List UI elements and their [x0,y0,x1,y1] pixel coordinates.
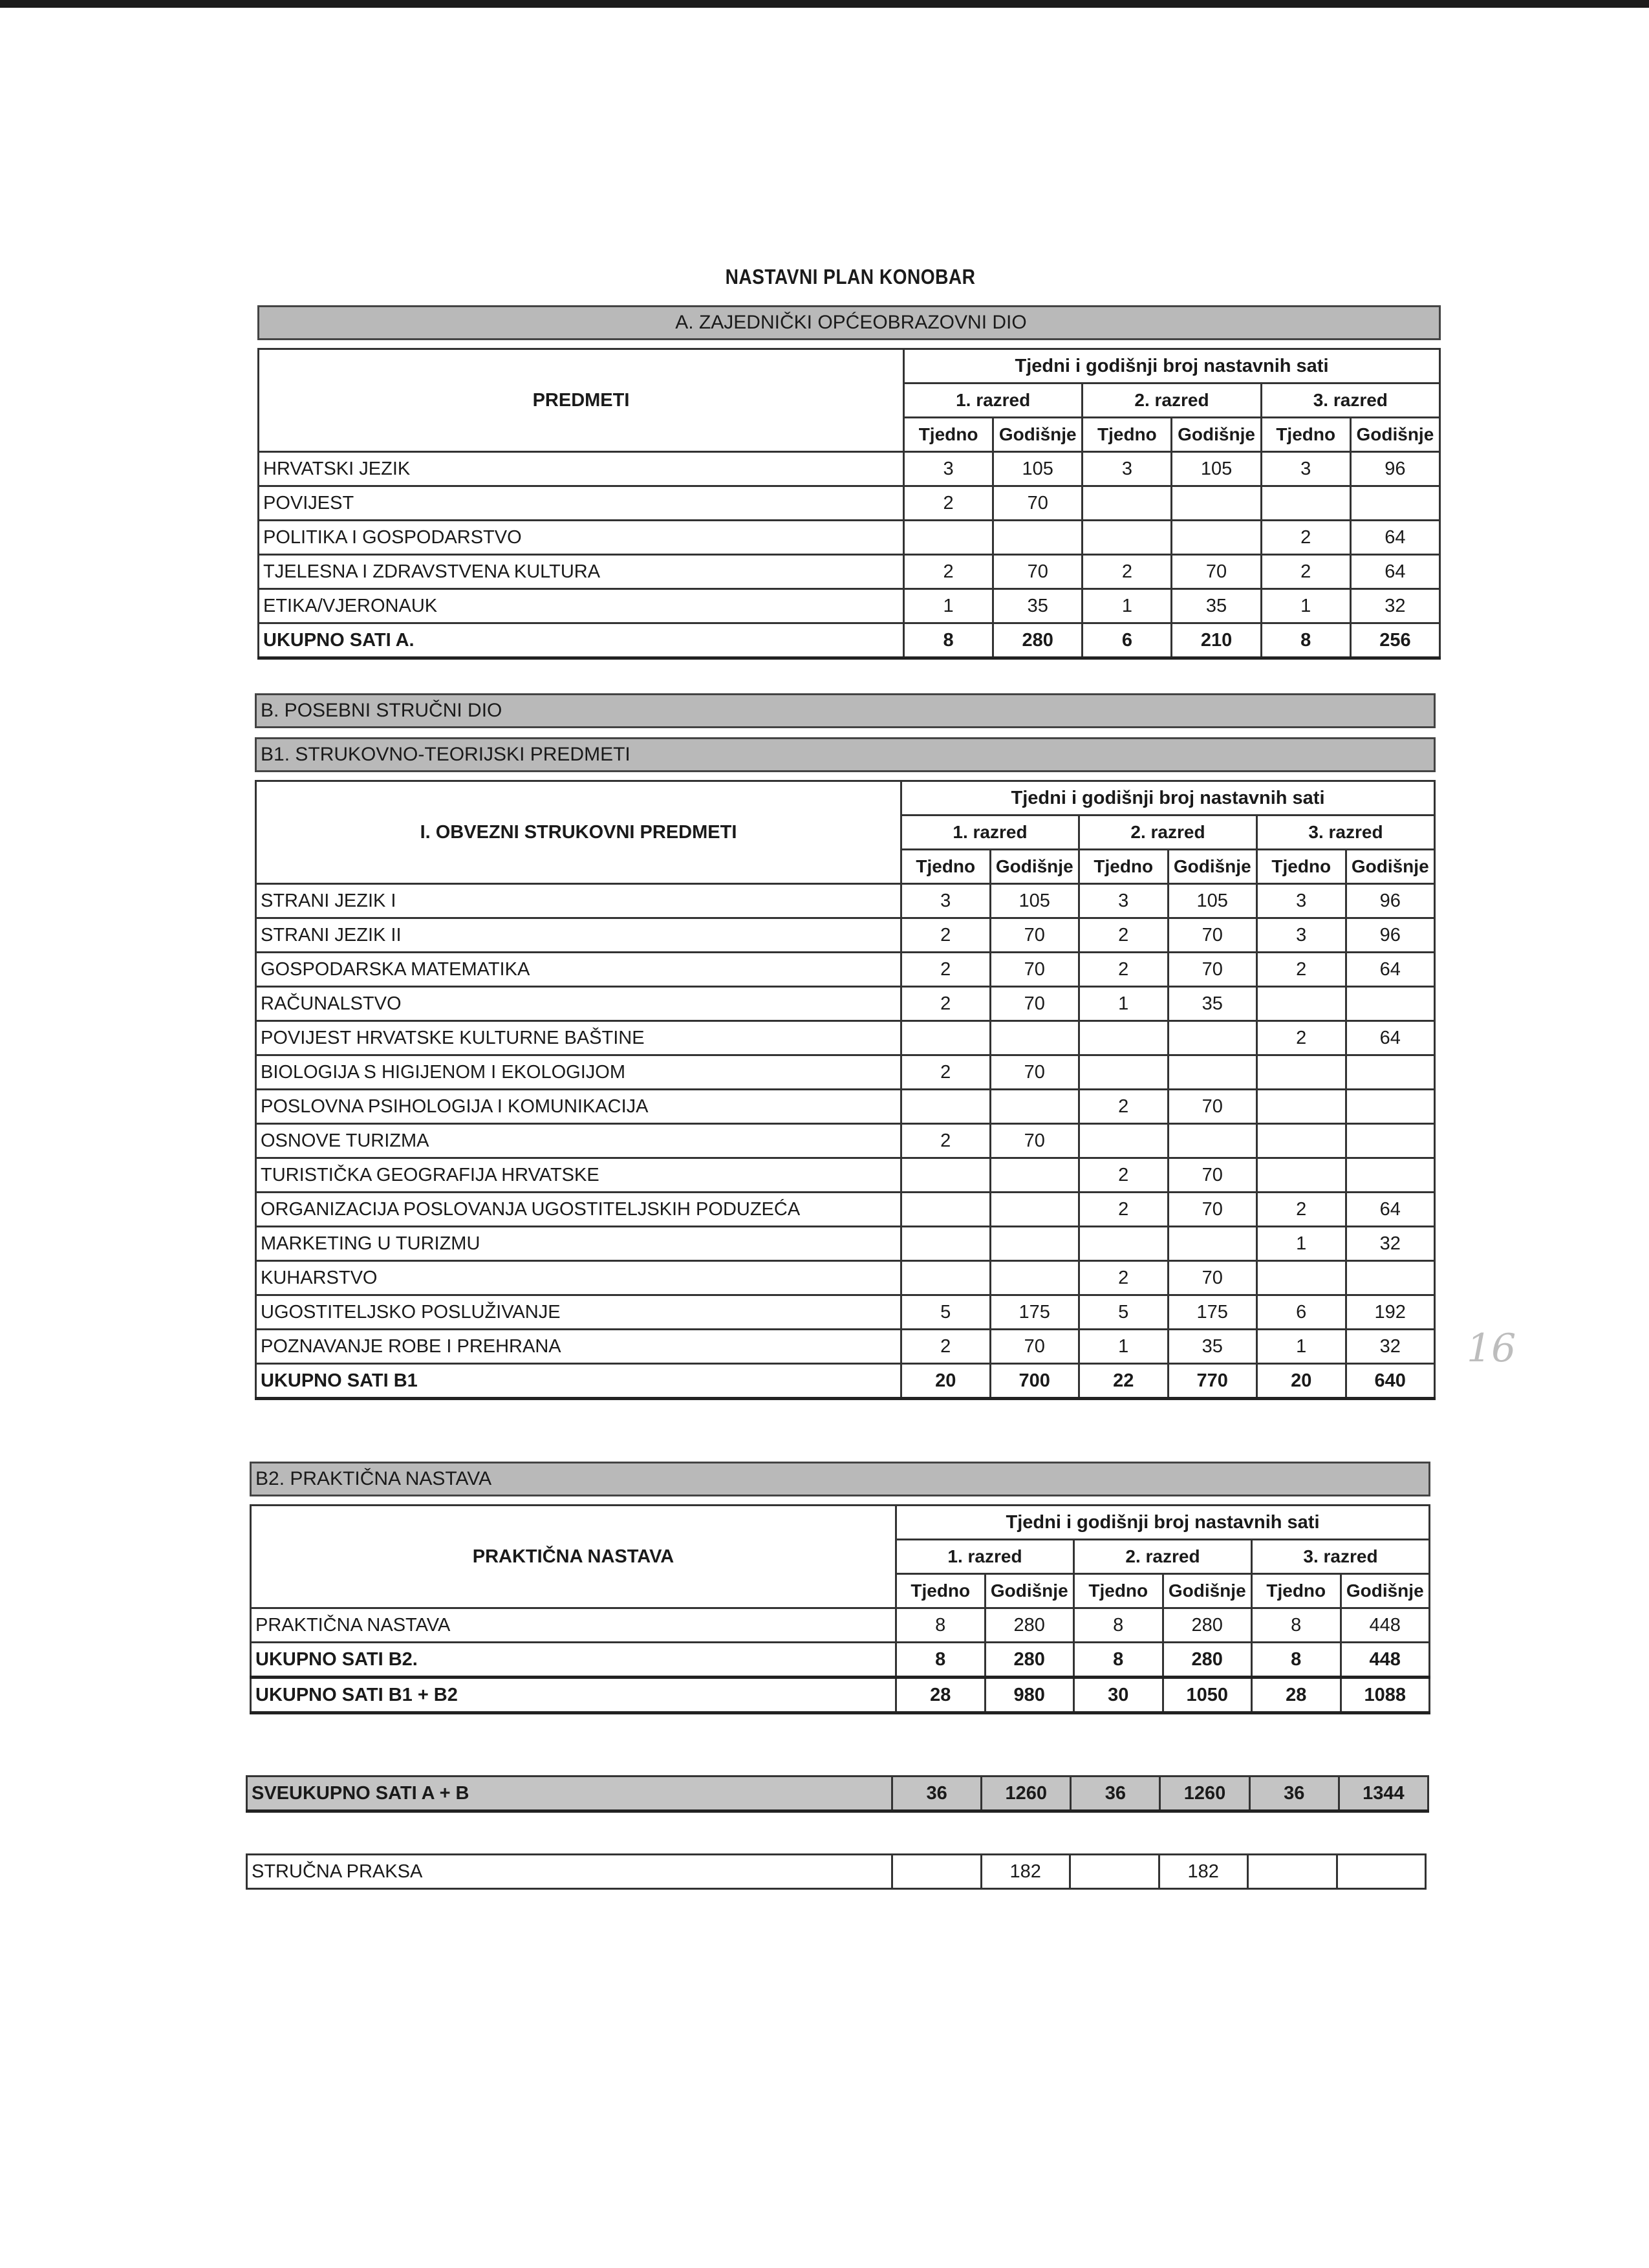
section-a-table [257,348,1441,660]
yearly-hours-cell: 1260 [1160,1777,1249,1811]
weekly-hours-cell: 2 [901,1330,991,1364]
yearly-hours-cell: 70 [990,987,1079,1021]
weekly-hours-cell: 6 [1083,623,1172,658]
subject-row [256,1261,1435,1295]
weekly-hours-cell [1261,486,1350,521]
weekly-hours-cell: 2 [1261,555,1350,589]
weekly-hours-cell: 3 [1257,884,1346,918]
subject-name: POVIJEST [259,486,904,521]
weekly-hours-cell: 1 [1257,1330,1346,1364]
weekly-hours-cell: 2 [901,1055,991,1090]
yearly-hours-cell [990,1261,1079,1295]
yearly-hours-cell: 64 [1350,555,1439,589]
weekly-hours-cell: 3 [1079,884,1169,918]
yearly-hours-cell: 280 [1163,1608,1252,1643]
weekly-hours-cell: 36 [892,1777,982,1811]
weekly-hours-cell [1070,1855,1159,1889]
yearly-hours-cell: 280 [985,1643,1074,1678]
weekly-hours-cell: 28 [1252,1678,1341,1713]
subject-row [256,884,1435,918]
grade-header: 2. razred [1079,815,1257,850]
yearly-hours-cell: 175 [1168,1295,1257,1330]
section-a [257,305,1441,660]
subject-row [259,486,1440,521]
subject-row [256,1124,1435,1158]
subject-name: TURISTIČKA GEOGRAFIJA HRVATSKE [256,1158,901,1193]
subject-name: ETIKA/VJERONAUK [259,589,904,623]
weekly-hours-cell: 2 [1079,1158,1169,1193]
subject-header: PREDMETI [259,349,904,452]
subject-name: UKUPNO SATI B1 + B2 [251,1678,896,1713]
yearly-hours-cell [1168,1055,1257,1090]
subject-name: POSLOVNA PSIHOLOGIJA I KOMUNIKACIJA [256,1090,901,1124]
yearly-header: Godišnje [990,850,1079,884]
subject-row [259,589,1440,623]
weekly-hours-cell [1079,1055,1169,1090]
weekly-hours-cell: 8 [904,623,993,658]
yearly-hours-cell [1346,1055,1435,1090]
yearly-hours-cell: 70 [993,486,1083,521]
yearly-hours-cell: 70 [993,555,1083,589]
yearly-hours-cell: 70 [990,918,1079,953]
weekly-hours-cell [1079,1021,1169,1055]
subject-row [251,1608,1430,1643]
yearly-hours-cell: 35 [993,589,1083,623]
subject-name: OSNOVE TURIZMA [256,1124,901,1158]
yearly-hours-cell [1168,1227,1257,1261]
weekly-hours-cell [901,1193,991,1227]
yearly-hours-cell: 64 [1346,1021,1435,1055]
subject-name: KUHARSTVO [256,1261,901,1295]
total-row [256,1364,1435,1399]
section-a-band: A. ZAJEDNIČKI OPĆEOBRAZOVNI DIO [257,305,1441,340]
yearly-hours-cell: 70 [990,1330,1079,1364]
subject-name: STRANI JEZIK I [256,884,901,918]
yearly-hours-cell [1172,521,1261,555]
practice [246,1853,1427,1890]
yearly-hours-cell: 70 [1168,918,1257,953]
weekly-hours-cell: 3 [1257,918,1346,953]
total-row [247,1777,1428,1811]
subject-name: BIOLOGIJA S HIGIJENOM I EKOLOGIJOM [256,1055,901,1090]
subject-name: STRUČNA PRAKSA [247,1855,892,1889]
weekly-hours-cell: 22 [1079,1364,1169,1399]
yearly-hours-cell: 70 [990,953,1079,987]
weekly-hours-cell: 2 [1079,1090,1169,1124]
weekly-hours-cell: 2 [901,918,991,953]
subject-name: SVEUKUPNO SATI A + B [247,1777,892,1811]
yearly-hours-cell [990,1193,1079,1227]
weekly-header: Tjedno [1079,850,1169,884]
yearly-hours-cell: 770 [1168,1364,1257,1399]
yearly-hours-cell: 640 [1346,1364,1435,1399]
yearly-hours-cell: 70 [990,1055,1079,1090]
yearly-header: Godišnje [1350,418,1439,452]
weekly-hours-cell: 8 [896,1643,986,1678]
yearly-hours-cell [990,1158,1079,1193]
yearly-hours-cell: 1344 [1339,1777,1428,1811]
yearly-hours-cell: 210 [1172,623,1261,658]
subject-row [256,953,1435,987]
subject-header: PRAKTIČNA NASTAVA [251,1506,896,1608]
weekly-hours-cell [1079,1124,1169,1158]
weekly-hours-cell: 2 [1261,521,1350,555]
weekly-hours-cell: 36 [1249,1777,1339,1811]
yearly-hours-cell: 182 [981,1855,1070,1889]
weekly-hours-cell: 2 [1257,953,1346,987]
weekly-hours-cell [904,521,993,555]
section-b2-band: B2. PRAKTIČNA NASTAVA [250,1462,1430,1496]
weekly-header: Tjedno [904,418,993,452]
weekly-hours-cell: 2 [1257,1193,1346,1227]
weekly-hours-cell: 6 [1257,1295,1346,1330]
hours-header: Tjedni i godišnji broj nastavnih sati [904,349,1440,383]
weekly-hours-cell: 2 [904,486,993,521]
subject-row [247,1855,1426,1889]
subject-row [256,1330,1435,1364]
yearly-hours-cell: 64 [1350,521,1439,555]
yearly-hours-cell [990,1227,1079,1261]
weekly-header: Tjedno [1261,418,1350,452]
weekly-hours-cell [1257,1124,1346,1158]
weekly-hours-cell: 2 [1079,918,1169,953]
weekly-hours-cell: 20 [1257,1364,1346,1399]
yearly-hours-cell: 182 [1159,1855,1248,1889]
weekly-hours-cell [1257,1090,1346,1124]
weekly-hours-cell: 5 [1079,1295,1169,1330]
hours-header: Tjedni i godišnji broj nastavnih sati [901,781,1435,815]
yearly-hours-cell: 64 [1346,1193,1435,1227]
weekly-hours-cell: 2 [901,1124,991,1158]
section-b2-table [250,1504,1430,1714]
subject-row [256,1090,1435,1124]
total-row [259,623,1440,658]
yearly-hours-cell [1350,486,1439,521]
subject-row [256,1295,1435,1330]
yearly-hours-cell: 96 [1350,452,1439,486]
yearly-hours-cell [1172,486,1261,521]
subject-name: UGOSTITELJSKO POSLUŽIVANJE [256,1295,901,1330]
yearly-hours-cell [990,1021,1079,1055]
section-b2 [250,1462,1430,1714]
weekly-hours-cell: 1 [1079,1330,1169,1364]
yearly-header: Godišnje [1346,850,1435,884]
subject-row [256,1158,1435,1193]
yearly-hours-cell: 105 [1172,452,1261,486]
weekly-hours-cell [892,1855,982,1889]
weekly-hours-cell [1257,1055,1346,1090]
subject-row [256,987,1435,1021]
yearly-header: Godišnje [1168,850,1257,884]
subject-name: PRAKTIČNA NASTAVA [251,1608,896,1643]
yearly-hours-cell: 35 [1168,987,1257,1021]
weekly-hours-cell [1083,521,1172,555]
subject-name: POZNAVANJE ROBE I PREHRANA [256,1330,901,1364]
yearly-hours-cell [1346,987,1435,1021]
weekly-hours-cell: 28 [896,1678,986,1713]
subject-row [256,1055,1435,1090]
yearly-hours-cell [990,1090,1079,1124]
subject-row [259,555,1440,589]
hours-header: Tjedni i godišnji broj nastavnih sati [896,1506,1430,1540]
yearly-hours-cell [1337,1855,1426,1889]
weekly-hours-cell: 36 [1071,1777,1160,1811]
weekly-hours-cell: 5 [901,1295,991,1330]
yearly-hours-cell: 1050 [1163,1678,1252,1713]
yearly-hours-cell: 175 [990,1295,1079,1330]
scan-top-edge [0,0,1649,8]
subject-name: UKUPNO SATI A. [259,623,904,658]
subject-row [256,1193,1435,1227]
yearly-hours-cell: 70 [1168,1193,1257,1227]
grade-header: 3. razred [1261,383,1439,418]
grand-total [246,1775,1429,1813]
weekly-hours-cell [1257,987,1346,1021]
weekly-hours-cell: 2 [1257,1021,1346,1055]
weekly-hours-cell [901,1227,991,1261]
yearly-hours-cell: 70 [1168,1261,1257,1295]
subject-name: RAČUNALSTVO [256,987,901,1021]
grade-header: 1. razred [901,815,1079,850]
yearly-hours-cell [1346,1158,1435,1193]
yearly-header: Godišnje [993,418,1083,452]
yearly-hours-cell: 980 [985,1678,1074,1713]
weekly-hours-cell: 20 [901,1364,991,1399]
weekly-hours-cell: 2 [1083,555,1172,589]
grand-total-table [246,1775,1429,1813]
yearly-hours-cell: 1088 [1341,1678,1430,1713]
weekly-header: Tjedno [901,850,991,884]
yearly-hours-cell [1346,1090,1435,1124]
weekly-hours-cell [1079,1227,1169,1261]
page-title: NASTAVNI PLAN KONOBAR [725,265,976,288]
yearly-hours-cell: 105 [993,452,1083,486]
subject-name: UKUPNO SATI B1 [256,1364,901,1399]
subject-name: POVIJEST HRVATSKE KULTURNE BAŠTINE [256,1021,901,1055]
weekly-header: Tjedno [896,1574,986,1608]
yearly-hours-cell [1168,1124,1257,1158]
yearly-hours-cell: 70 [990,1124,1079,1158]
grade-header: 2. razred [1083,383,1261,418]
handwritten-margin-note: 16 [1467,1326,1516,1371]
subject-name: GOSPODARSKA MATEMATIKA [256,953,901,987]
weekly-hours-cell: 3 [904,452,993,486]
section-b1-band: B1. STRUKOVNO-TEORIJSKI PREDMETI [255,737,1436,772]
weekly-hours-cell: 1 [1079,987,1169,1021]
subject-row [259,452,1440,486]
yearly-hours-cell: 96 [1346,918,1435,953]
weekly-header: Tjedno [1083,418,1172,452]
yearly-hours-cell: 448 [1341,1643,1430,1678]
weekly-hours-cell: 1 [904,589,993,623]
yearly-hours-cell: 32 [1350,589,1439,623]
yearly-hours-cell: 32 [1346,1330,1435,1364]
weekly-hours-cell: 30 [1074,1678,1163,1713]
yearly-hours-cell: 105 [990,884,1079,918]
weekly-hours-cell: 8 [896,1608,986,1643]
grade-header: 1. razred [896,1540,1074,1574]
yearly-header: Godišnje [985,1574,1074,1608]
yearly-hours-cell: 35 [1172,589,1261,623]
section-b1-table [255,780,1436,1400]
weekly-hours-cell [1248,1855,1337,1889]
weekly-header: Tjedno [1252,1574,1341,1608]
yearly-hours-cell: 70 [1168,1090,1257,1124]
weekly-hours-cell: 1 [1261,589,1350,623]
section-b-band: B. POSEBNI STRUČNI DIO [255,693,1436,728]
yearly-hours-cell: 96 [1346,884,1435,918]
weekly-hours-cell: 1 [1257,1227,1346,1261]
subject-name: STRANI JEZIK II [256,918,901,953]
weekly-hours-cell: 8 [1074,1608,1163,1643]
subject-name: POLITIKA I GOSPODARSTVO [259,521,904,555]
subject-row [259,521,1440,555]
yearly-hours-cell: 105 [1168,884,1257,918]
weekly-header: Tjedno [1074,1574,1163,1608]
subject-name: UKUPNO SATI B2. [251,1643,896,1678]
total-row [251,1643,1430,1678]
subject-name: HRVATSKI JEZIK [259,452,904,486]
yearly-header: Godišnje [1163,1574,1252,1608]
yearly-hours-cell: 70 [1172,555,1261,589]
yearly-hours-cell [1168,1021,1257,1055]
grade-header: 3. razred [1257,815,1435,850]
yearly-hours-cell: 448 [1341,1608,1430,1643]
yearly-hours-cell: 280 [993,623,1083,658]
subject-name: TJELESNA I ZDRAVSTVENA KULTURA [259,555,904,589]
weekly-hours-cell [901,1090,991,1124]
grade-header: 3. razred [1252,1540,1430,1574]
section-b1 [255,693,1436,1400]
weekly-hours-cell [901,1158,991,1193]
grade-header: 2. razred [1074,1540,1252,1574]
weekly-hours-cell: 2 [1079,1193,1169,1227]
yearly-header: Godišnje [1172,418,1261,452]
grade-header: 1. razred [904,383,1083,418]
total-row [251,1678,1430,1713]
yearly-hours-cell: 35 [1168,1330,1257,1364]
yearly-hours-cell: 280 [985,1608,1074,1643]
weekly-hours-cell: 2 [1079,1261,1169,1295]
weekly-hours-cell: 8 [1252,1608,1341,1643]
yearly-hours-cell [993,521,1083,555]
weekly-hours-cell [901,1021,991,1055]
yearly-hours-cell: 192 [1346,1295,1435,1330]
yearly-hours-cell: 70 [1168,1158,1257,1193]
weekly-hours-cell: 3 [1083,452,1172,486]
subject-row [256,1227,1435,1261]
subject-name: MARKETING U TURIZMU [256,1227,901,1261]
weekly-header: Tjedno [1257,850,1346,884]
weekly-hours-cell: 2 [1079,953,1169,987]
weekly-hours-cell: 1 [1083,589,1172,623]
subject-name: ORGANIZACIJA POSLOVANJA UGOSTITELJSKIH PODUZEĆA [256,1193,901,1227]
weekly-hours-cell [1257,1261,1346,1295]
yearly-hours-cell [1346,1124,1435,1158]
weekly-hours-cell: 3 [1261,452,1350,486]
weekly-hours-cell [901,1261,991,1295]
weekly-hours-cell: 8 [1261,623,1350,658]
subject-row [256,1021,1435,1055]
weekly-hours-cell [1083,486,1172,521]
weekly-hours-cell: 2 [901,953,991,987]
yearly-hours-cell: 1260 [982,1777,1071,1811]
subject-header: I. OBVEZNI STRUKOVNI PREDMETI [256,781,901,884]
yearly-hours-cell: 32 [1346,1227,1435,1261]
yearly-hours-cell: 280 [1163,1643,1252,1678]
weekly-hours-cell [1257,1158,1346,1193]
weekly-hours-cell: 8 [1074,1643,1163,1678]
yearly-hours-cell [1346,1261,1435,1295]
yearly-hours-cell: 256 [1350,623,1439,658]
yearly-header: Godišnje [1341,1574,1430,1608]
weekly-hours-cell: 2 [904,555,993,589]
yearly-hours-cell: 700 [990,1364,1079,1399]
weekly-hours-cell: 2 [901,987,991,1021]
subject-row [256,918,1435,953]
yearly-hours-cell: 64 [1346,953,1435,987]
practice-table [246,1853,1427,1890]
weekly-hours-cell: 8 [1252,1643,1341,1678]
yearly-hours-cell: 70 [1168,953,1257,987]
weekly-hours-cell: 3 [901,884,991,918]
